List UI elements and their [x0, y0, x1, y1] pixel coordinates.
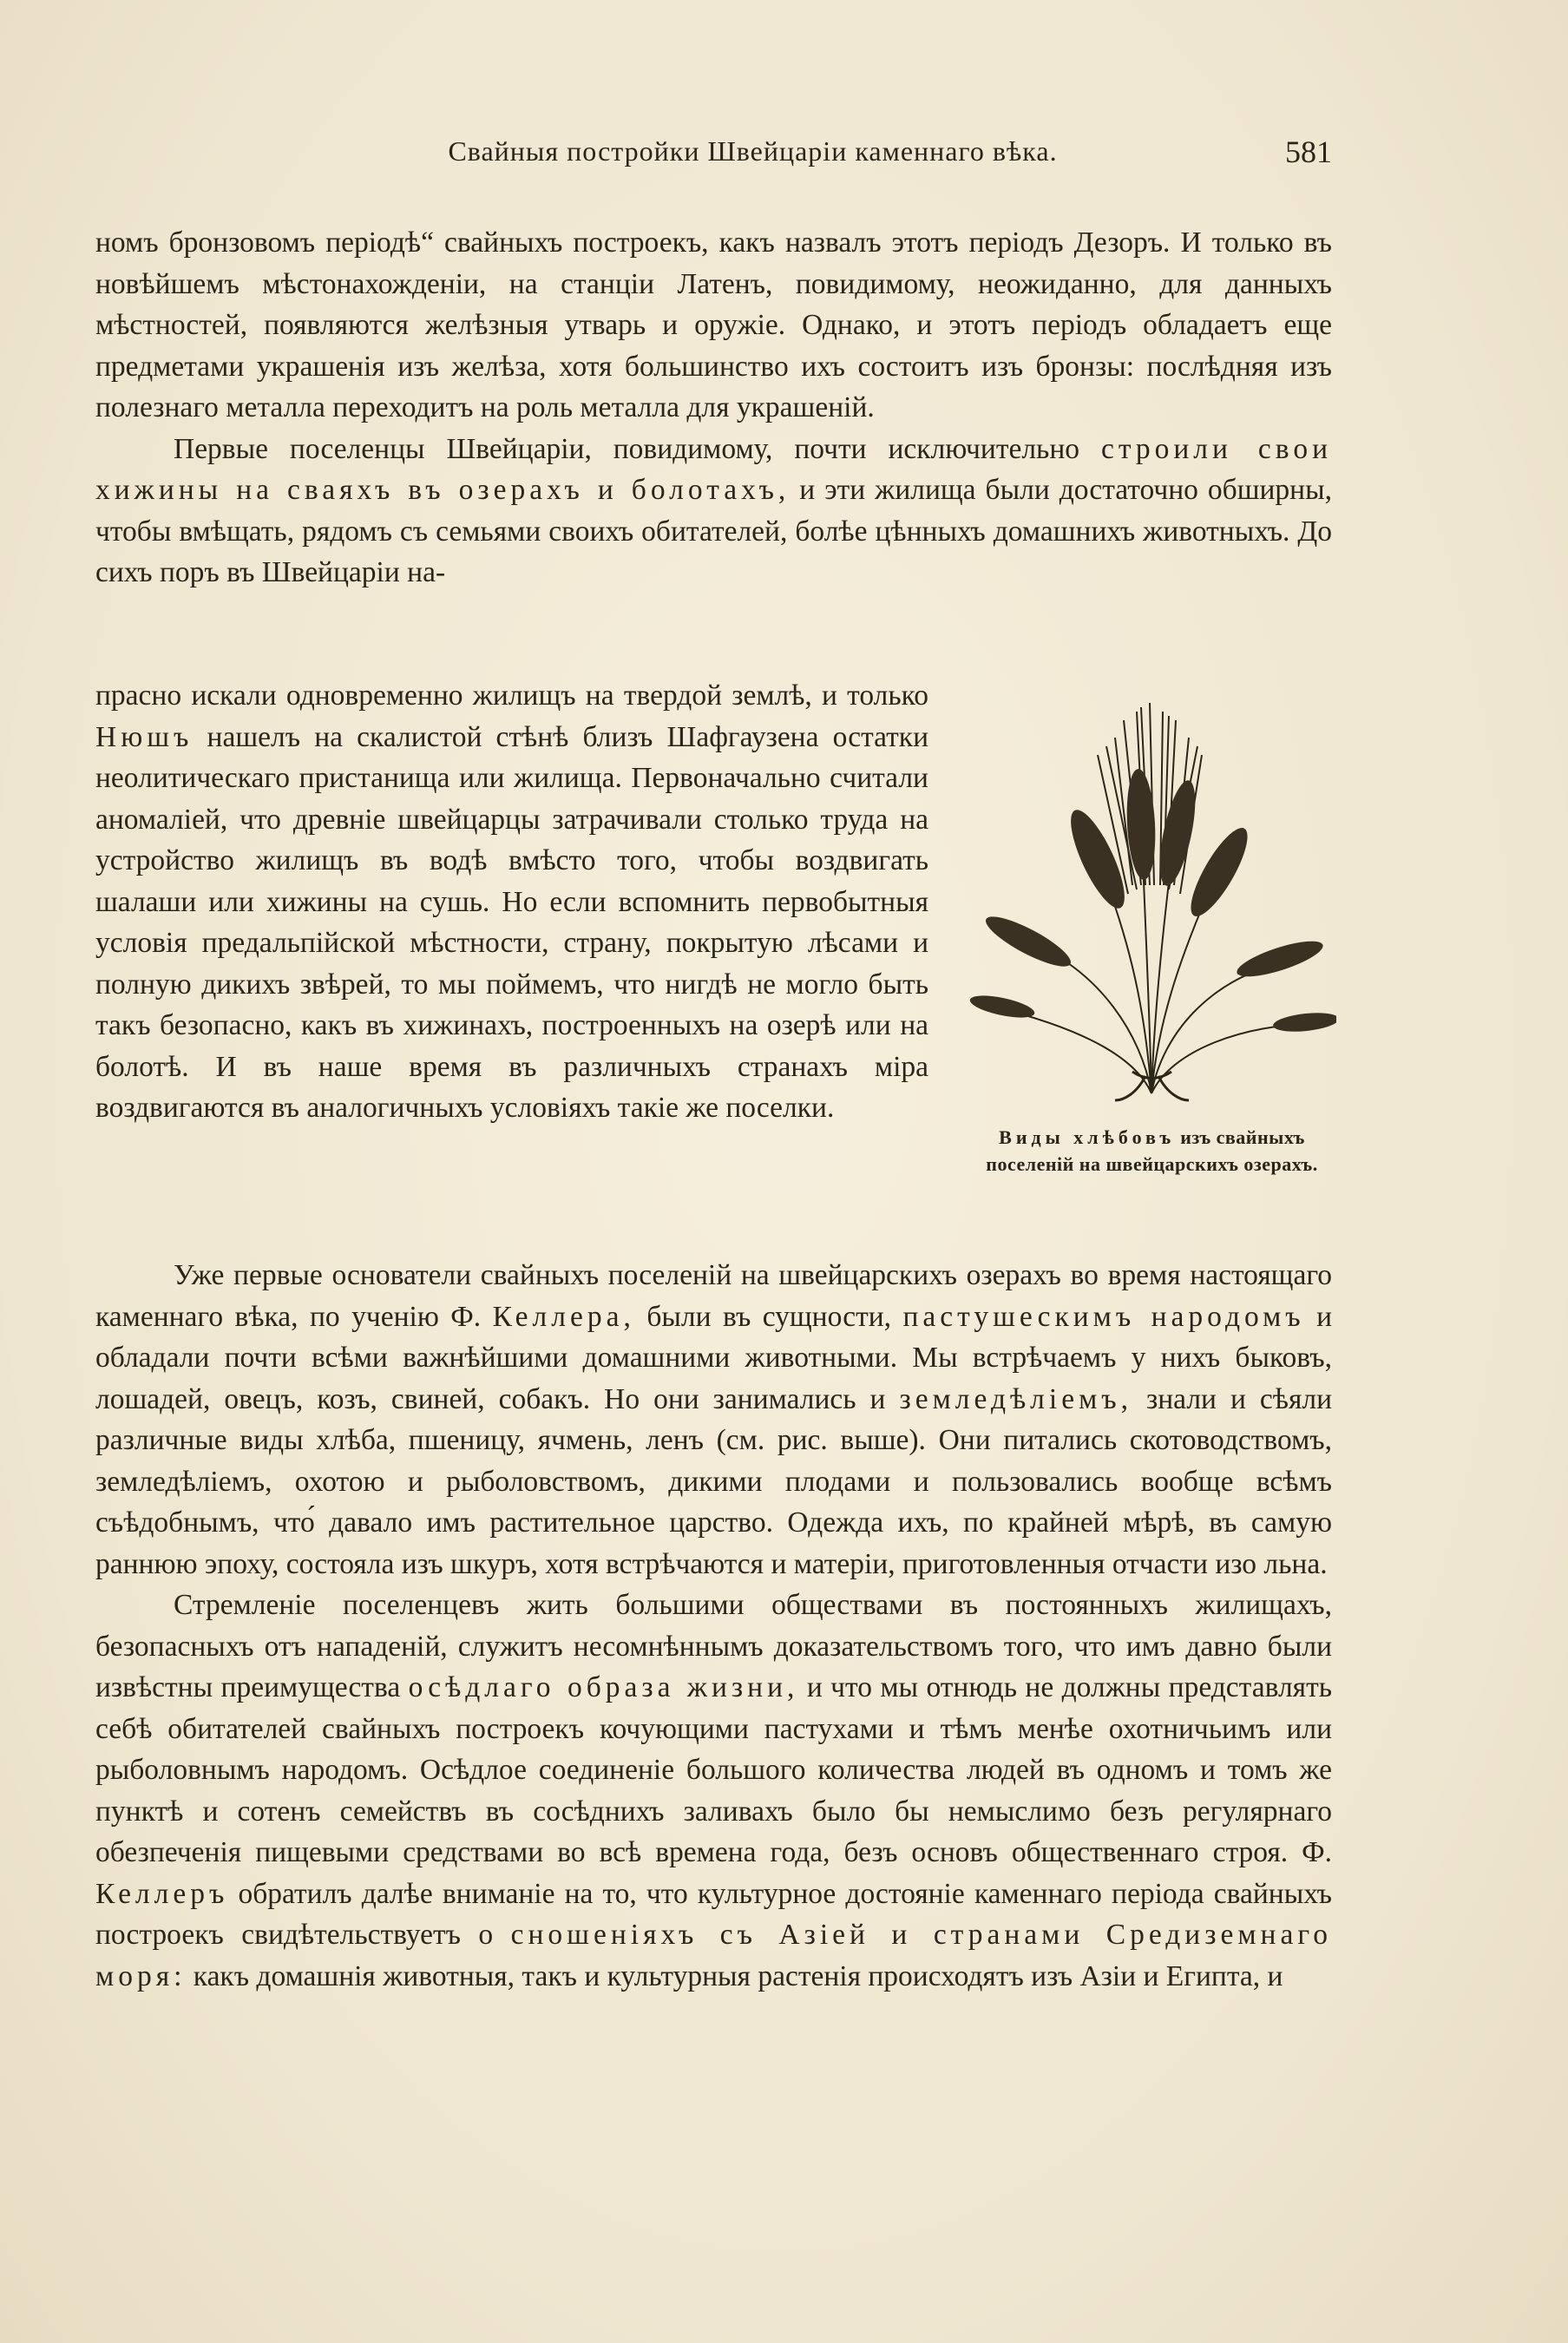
paragraph-2-start [95, 429, 1332, 594]
paragraph-3-a: Уже первые основатели свайныхъ поселеній на швейцарскихъ озерахъ во время настоящаго каменнаго вѣка, по ученію Ф. [95, 1259, 1332, 1333]
text-block-top [95, 222, 1332, 594]
paragraph-3-e: и обладали почти всѣми важнѣйшими домашними животными. Мы встрѣчаемъ у нихъ быковъ, лошадей, овецъ, козъ, свиней, собакъ. Но они занимались и [95, 1300, 1333, 1415]
paragraph-4 [95, 1585, 1332, 1997]
paragraph-2-f: нашелъ на скалистой стѣнѣ близъ Шафгаузена остатки неолитическаго пристанища или жилища. Первоначально считали аномаліей, что древніе швейцарцы затрачивали столько труда на устройство жилищъ въ водѣ вмѣсто того, чтобы воздвигать шалаши или хижины на сушь. Но если вспомнить первобытныя условія предальпійской мѣстности, страну, покрытую лѣсами и полную дикихъ звѣрей, то мы поймемъ, что нигдѣ не могло быть такъ безопасно, какъ въ хижинахъ, построенныхъ на озерѣ или на болотѣ. И въ наше время въ различныхъ странахъ міра воздвигаются въ аналогичныхъ условіяхъ такіе же поселки. [95, 720, 929, 1124]
paragraph-4-e: обратилъ далѣе вниманіе на то, что культурное достояніе каменнаго періода свайныхъ построекъ свидѣтельствуетъ о [95, 1877, 1333, 1951]
cereal-figure [955, 686, 1349, 1206]
emphasis-keller-2: Келлеръ [95, 1877, 229, 1910]
text-block-beside-figure [95, 675, 928, 1129]
emphasis-settled-life: осѣдлаго образа жизни, [408, 1671, 799, 1703]
caption-rest: изъ свайныхъ поселеній на швейцарскихъ озерахъ. [986, 1126, 1318, 1175]
paragraph-2-d: прасно искали одновременно жилищъ на твердой землѣ, и только [95, 679, 928, 712]
page-number: 581 [1285, 135, 1332, 169]
paragraph-4-a: Стремленіе поселенцевъ жить большими обществами въ постоянныхъ жилищахъ, безопасныхъ отъ нападеній, служитъ несомнѣннымъ доказательствомъ того, что имъ давно были извѣстны преимущества [95, 1589, 1332, 1703]
text-block-bottom [95, 1255, 1332, 1997]
paragraph-3 [95, 1255, 1332, 1585]
emphasis-agriculture: земледѣліемъ, [899, 1382, 1132, 1415]
paragraph-3-g: знали и сѣяли различные виды хлѣба, пшеницу, ячмень, ленъ (см. рис. выше). Они питались скотоводствомъ, земледѣліемъ, охотою и рыболовствомъ, дикими плодами и пользовались вообще всѣмъ съѣдобнымъ, что́ давало имъ растительное царство. Одежда ихъ, по крайней мѣрѣ, въ самую раннюю эпоху, состояла изъ шкуръ, хотя встрѣчаются и матеріи, приготовленныя отчасти изо льна. [95, 1382, 1333, 1580]
paragraph-4-g: какъ домашнія животныя, такъ и культурныя растенія происходятъ изъ Азіи и Египта, и [193, 1959, 1283, 1992]
paragraph-2-continued [95, 675, 928, 1129]
paragraph-4-c: и что мы отнюдь не должны представлять себѣ обитателей свайныхъ построекъ кочующими пастухами и тѣмъ менѣе охотничьимъ или рыболовнымъ народомъ. Осѣдлое соединеніе большого количества людей въ одномъ и томъ же пунктѣ и сотенъ семействъ въ сосѣднихъ заливахъ было бы немыслимо безъ регулярнаго обезпеченія пищевыми средствами во всѣ времена года, безъ основъ общественнаго строя. Ф. [95, 1671, 1333, 1868]
emphasis-relations-asia: сношеніяхъ съ Азіей и странами Средиземнаго моря: [95, 1919, 1332, 1992]
emphasis-pastoral-people: пастушескимъ народомъ [902, 1300, 1305, 1333]
emphasis-keller: Келлера, [492, 1300, 635, 1333]
figure-caption [955, 1124, 1349, 1178]
paragraph-2-a: Первые поселенцы Швейцаріи, повидимому, почти исключительно [174, 432, 1080, 465]
paragraph-3-c: были въ сущности, [646, 1300, 892, 1333]
paragraph-2-c: и эти жилища были достаточно обширны, чтобы вмѣщать, рядомъ съ семьями своихъ обитателей, болѣе цѣнныхъ домашнихъ животныхъ. До сихъ поръ въ Швейцаріи на- [95, 474, 1332, 588]
emphasis-nuesch: Нюшъ [95, 720, 194, 753]
running-title: Свайныя постройки Швейцаріи каменнаго вѣка. [448, 135, 1058, 167]
cereal-bundle-illustration [968, 686, 1336, 1102]
paragraph-1: номъ бронзовомъ періодѣ“ свайныхъ построекъ, какъ назвалъ этотъ періодъ Дезоръ. И только въ новѣйшемъ мѣстонахожденіи, на станціи Латенъ, повидимому, неожиданно, для данныхъ мѣстностей, появляются желѣзныя утварь и оружіе. Однако, и этотъ періодъ обладаетъ еще предметами украшенія изъ желѣза, хотя большинство ихъ состоитъ изъ бронзы: послѣдняя изъ полезнаго металла переходитъ на роль металла для украшеній. [95, 226, 1332, 423]
caption-emphasis: Виды хлѣбовъ [999, 1126, 1176, 1148]
emphasis-built-huts: строили свои хижины на сваяхъ въ озерахъ и болотахъ, [95, 432, 1333, 506]
